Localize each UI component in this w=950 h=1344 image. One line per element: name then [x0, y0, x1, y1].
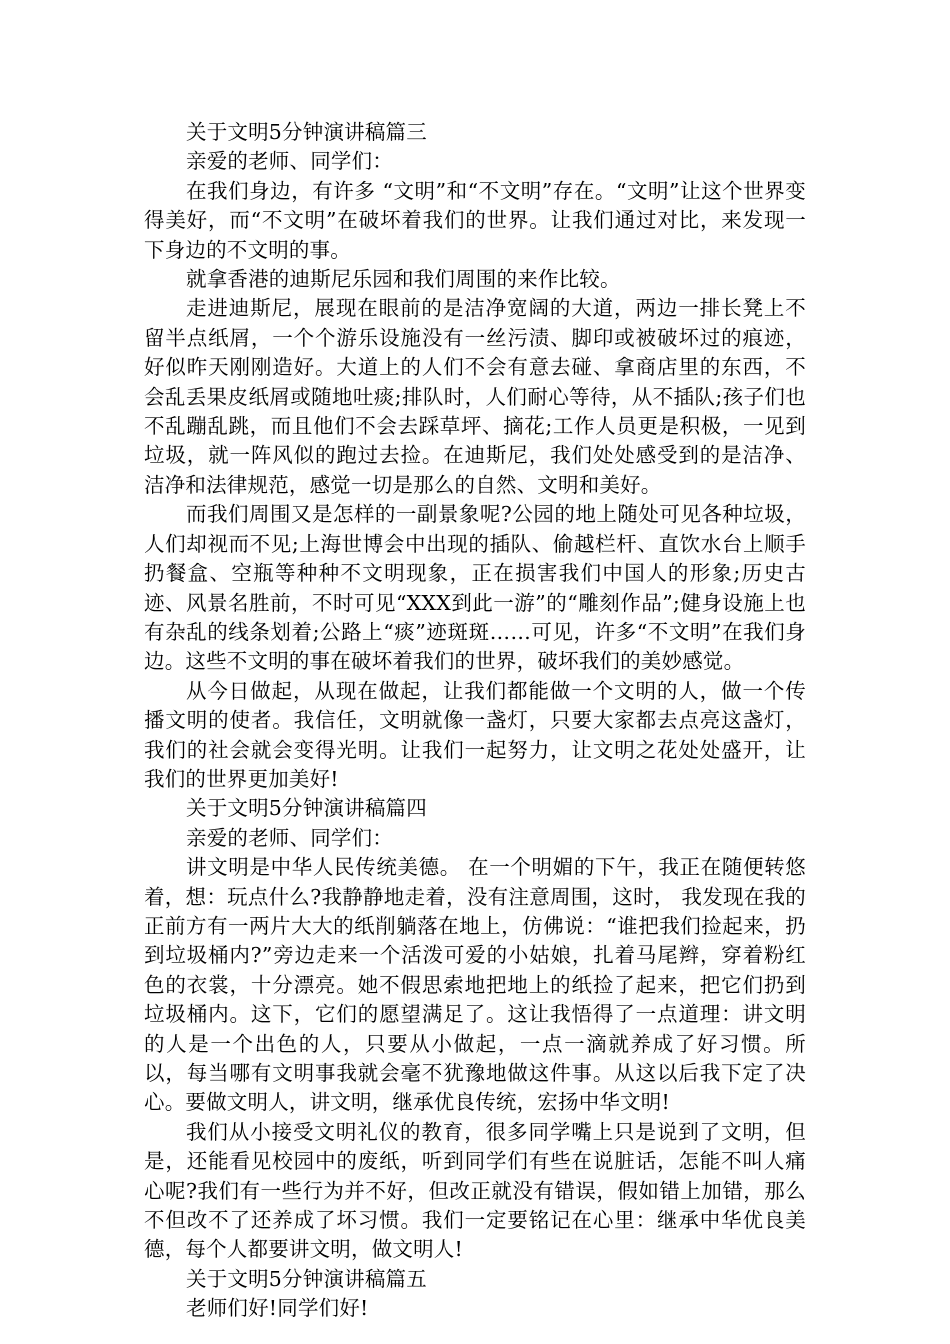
- paragraph: 从今日做起，从现在做起，让我们都能做一个文明的人，做一个传播文明的使者。我信任，文明就像一盏灯，只要大家都去点亮这盏灯，我们的社会就会变得光明。让我们一起努力，让文明之花处处盛开，让我们的世界更加美好!: [144, 678, 806, 791]
- paragraph: 在我们身边，有许多 “文明”和“不文明”存在。“文明”让这个世界变得美好，而“不文明”在破坏着我们的世界。让我们通过对比，来发现一下身边的不文明的事。: [144, 178, 806, 262]
- salutation: 老师们好!同学们好!: [186, 1296, 369, 1321]
- heading-speech-3: 关于文明5分钟演讲稿篇三: [186, 120, 427, 144]
- heading-speech-5: 关于文明5分钟演讲稿篇五: [186, 1266, 427, 1291]
- heading-speech-4: 关于文明5分钟演讲稿篇四: [186, 796, 427, 821]
- paragraph: 讲文明是中华人民传统美德。 在一个明媚的下午，我正在随便转悠着，想：玩点什么?我静静地走着，没有注意周围，这时， 我发现在我的正前方有一两片大大的纸削躺落在地上，仿佛说：“谁把我们捡起来，扔到垃圾桶内?”旁边走来一个活泼可爱的小姑娘，扎着马尾辫，穿着粉红色的衣裳，十分漂亮。她不假思索地把地上的纸捡了起来，把它们扔到垃圾桶内。这下，它们的愿望满足了。这让我悟得了一点道理：讲文明的人是一个出色的人，只要从小做起，一点一滴就养成了好习惯。所以，每当哪有文明事我就会毫不犹豫地做这件事。从这以后我下定了决心。要做文明人，讲文明，继承优良传统，宏扬中华文明!: [144, 855, 806, 1115]
- salutation: 亲爱的老师、同学们：: [186, 149, 393, 174]
- paragraph: 而我们周围又是怎样的一副景象呢?公园的地上随处可见各种垃圾，人们却视而不见;上海世博会中出现的插队、偷越栏杆、直饮水台上顺手扔餐盒、空瓶等种种不文明现象，正在损害我们中国人的形象;历史古迹、风景名胜前，不时可见“XXX到此一游”的“雕刻作品”;健身设施上也有杂乱的线条划着;公路上“痰”迹斑斑……可见，许多“不文明”在我们身边。这些不文明的事在破坏着我们的世界，破坏我们的美妙感觉。: [144, 502, 806, 674]
- document-body: [144, 118, 806, 1324]
- paragraph: 我们从小接受文明礼仪的教育，很多同学嘴上只是说到了文明，但是，还能看见校园中的废纸，听到同学们有些在说脏话，怎能不叫人痛心呢?我们有一些行为并不好，但改正就没有错误，假如错上加错，那么不但改不了还养成了坏习惯。我们一定要铭记在心里：继承中华优良美德，每个人都要讲文明，做文明人!: [144, 1119, 806, 1262]
- paragraph: 就拿香港的迪斯尼乐园和我们周围的来作比较。: [186, 267, 621, 292]
- paragraph: 走进迪斯尼，展现在眼前的是洁净宽阔的大道，两边一排长凳上不留半点纸屑，一个个游乐设施没有一丝污渍、脚印或被破坏过的痕迹，好似昨天刚刚造好。大道上的人们不会有意去碰、拿商店里的东西，不会乱丢果皮纸屑或随地吐痰;排队时，人们耐心等待，从不插队;孩子们也不乱蹦乱跳，而且他们不会去踩草坪、摘花;工作人员更是积极，一见到垃圾，就一阵风似的跑过去捡。在迪斯尼，我们处处感受到的是洁净、洁净和法律规范，感觉一切是那么的自然、文明和美好。: [144, 296, 806, 497]
- salutation: 亲爱的老师、同学们：: [186, 825, 393, 850]
